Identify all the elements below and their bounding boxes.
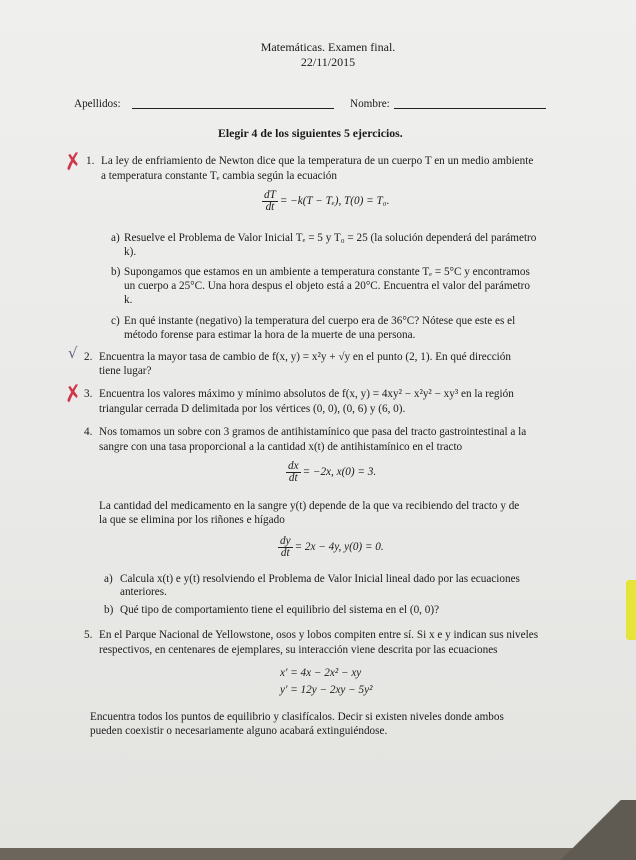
cross-mark-3: ✗ <box>61 380 85 409</box>
problem-2-number: 2. <box>84 351 93 363</box>
part-4b-label: b) <box>104 604 114 616</box>
part-1c-line1: En qué instante (negativo) la temperatura del cuerpo era de 36°C? Nótese que este es el <box>124 315 516 327</box>
problem-5-eq1: x′ = 4x − 2x² − xy <box>280 667 362 679</box>
problem-4-number: 4. <box>84 426 93 438</box>
apellidos-label: Apellidos: <box>74 98 121 110</box>
part-4a-label: a) <box>104 573 113 585</box>
problem-4-equation-2 <box>278 536 384 564</box>
part-1c-line2: método forense para estimar la hora de la muerte de una persona. <box>124 329 416 341</box>
problem-5-end-line1: Encuentra todos los puntos de equilibrio y clasifícalos. Decir si existen niveles donde ambos <box>90 711 504 723</box>
problem-2-line1: Encuentra la mayor tasa de cambio de f(x, y) = x²y + √y en el punto (2, 1). En qué dirección <box>99 351 511 363</box>
problem-3-line2: triangular cerrada D delimitada por los vértices (0, 0), (0, 6) y (6, 0). <box>99 403 406 415</box>
exam-title: Matemáticas. Examen final. <box>260 40 396 54</box>
background-table <box>560 800 636 860</box>
eq1-rest: = −2x, x(0) = 3. <box>302 466 377 479</box>
problem-1-line2: a temperatura constante Tₑ cambia según la ecuación <box>101 170 337 182</box>
eq2-den: dt <box>280 547 290 559</box>
part-1b-line3: k. <box>124 294 133 306</box>
exam-date: 22/11/2015 <box>300 55 356 69</box>
part-1b-line1: Supongamos que estamos en un ambiente a temperatura constante Tₑ = 5°C y encontramos <box>124 266 530 278</box>
part-4a-line2: anteriores. <box>120 586 167 598</box>
nombre-label: Nombre: <box>350 98 390 110</box>
problem-4-mid-line1: La cantidad del medicamento en la sangre y(t) depende de la que va recibiendo del tracto y de <box>99 500 520 512</box>
problem-5-line2: respectivos, en centenares de ejemplares, su interacción viene descrita por las ecuaciones <box>99 644 498 656</box>
part-1a-label: a) <box>111 232 120 244</box>
problem-1-line1: La ley de enfriamiento de Newton dice que la temperatura de un cuerpo T en un medio ambiente <box>101 155 534 167</box>
part-1a-line2: k). <box>124 246 137 258</box>
problem-4-mid-line2: la que se elimina por los riñones e hígado <box>99 514 285 526</box>
eq2-num: dy <box>280 535 291 547</box>
eq-num: dT <box>264 189 276 201</box>
problem-5-line1: En el Parque Nacional de Yellowstone, osos y lobos compiten entre sí. Si x e y indican sus niveles <box>99 629 539 641</box>
part-1b-line2: un cuerpo a 25°C. Una hora despus el objeto está a 20°C. Encuentra el valor del parámetro <box>124 280 530 292</box>
instruction-heading: Elegir 4 de los siguientes 5 ejercicios. <box>218 126 403 140</box>
part-4a-line1: Calcula x(t) e y(t) resolviendo el Problema de Valor Inicial lineal dado por las ecuaciones <box>120 573 520 585</box>
problem-1-equation <box>262 190 389 220</box>
problem-3-number: 3. <box>84 388 93 400</box>
problem-4-line1: Nos tomamos un sobre con 3 gramos de antihistamínico que pasa del tracto gastrointestinal a la <box>99 426 527 438</box>
problem-3-line1: Encuentra los valores máximo y mínimo absolutos de f(x, y) = 4xy² − x²y² − xy³ en la región <box>99 388 514 400</box>
problem-5-end-line2: pueden coexistir o necesariamente alguno acabará extinguiéndose. <box>90 725 388 737</box>
problem-5-number: 5. <box>84 629 93 641</box>
part-1c-label: c) <box>111 315 120 327</box>
eq-rest: = −k(T − Tₑ), T(0) = T₀. <box>279 195 390 208</box>
problem-5-eq2: y′ = 12y − 2xy − 5y² <box>280 684 373 696</box>
problem-4-equation-1 <box>286 461 376 489</box>
part-1a-line1: Resuelve el Problema de Valor Inicial Tₑ = 5 y T₀ = 25 (la solución dependerá del parámetro <box>124 232 537 244</box>
part-4b-line1: Qué tipo de comportamiento tiene el equilibrio del sistema en el (0, 0)? <box>120 604 440 616</box>
eq1-num: dx <box>288 460 299 472</box>
eq-den: dt <box>265 201 275 213</box>
eq2-rest: = 2x − 4y, y(0) = 0. <box>294 541 384 554</box>
nombre-line <box>394 108 546 109</box>
cross-mark-1: ✗ <box>61 148 85 177</box>
problem-1-number: 1. <box>86 155 95 167</box>
sticky-note-edge <box>626 580 636 640</box>
part-1b-label: b) <box>111 266 121 278</box>
problem-2-line2: tiene lugar? <box>99 365 152 377</box>
eq1-den: dt <box>288 472 298 484</box>
apellidos-line <box>132 108 334 109</box>
problem-4-line2: sangre con una tasa proporcional a la cantidad x(t) de antihistamínico en el tracto <box>99 441 463 453</box>
check-mark-2: √ <box>68 344 78 362</box>
